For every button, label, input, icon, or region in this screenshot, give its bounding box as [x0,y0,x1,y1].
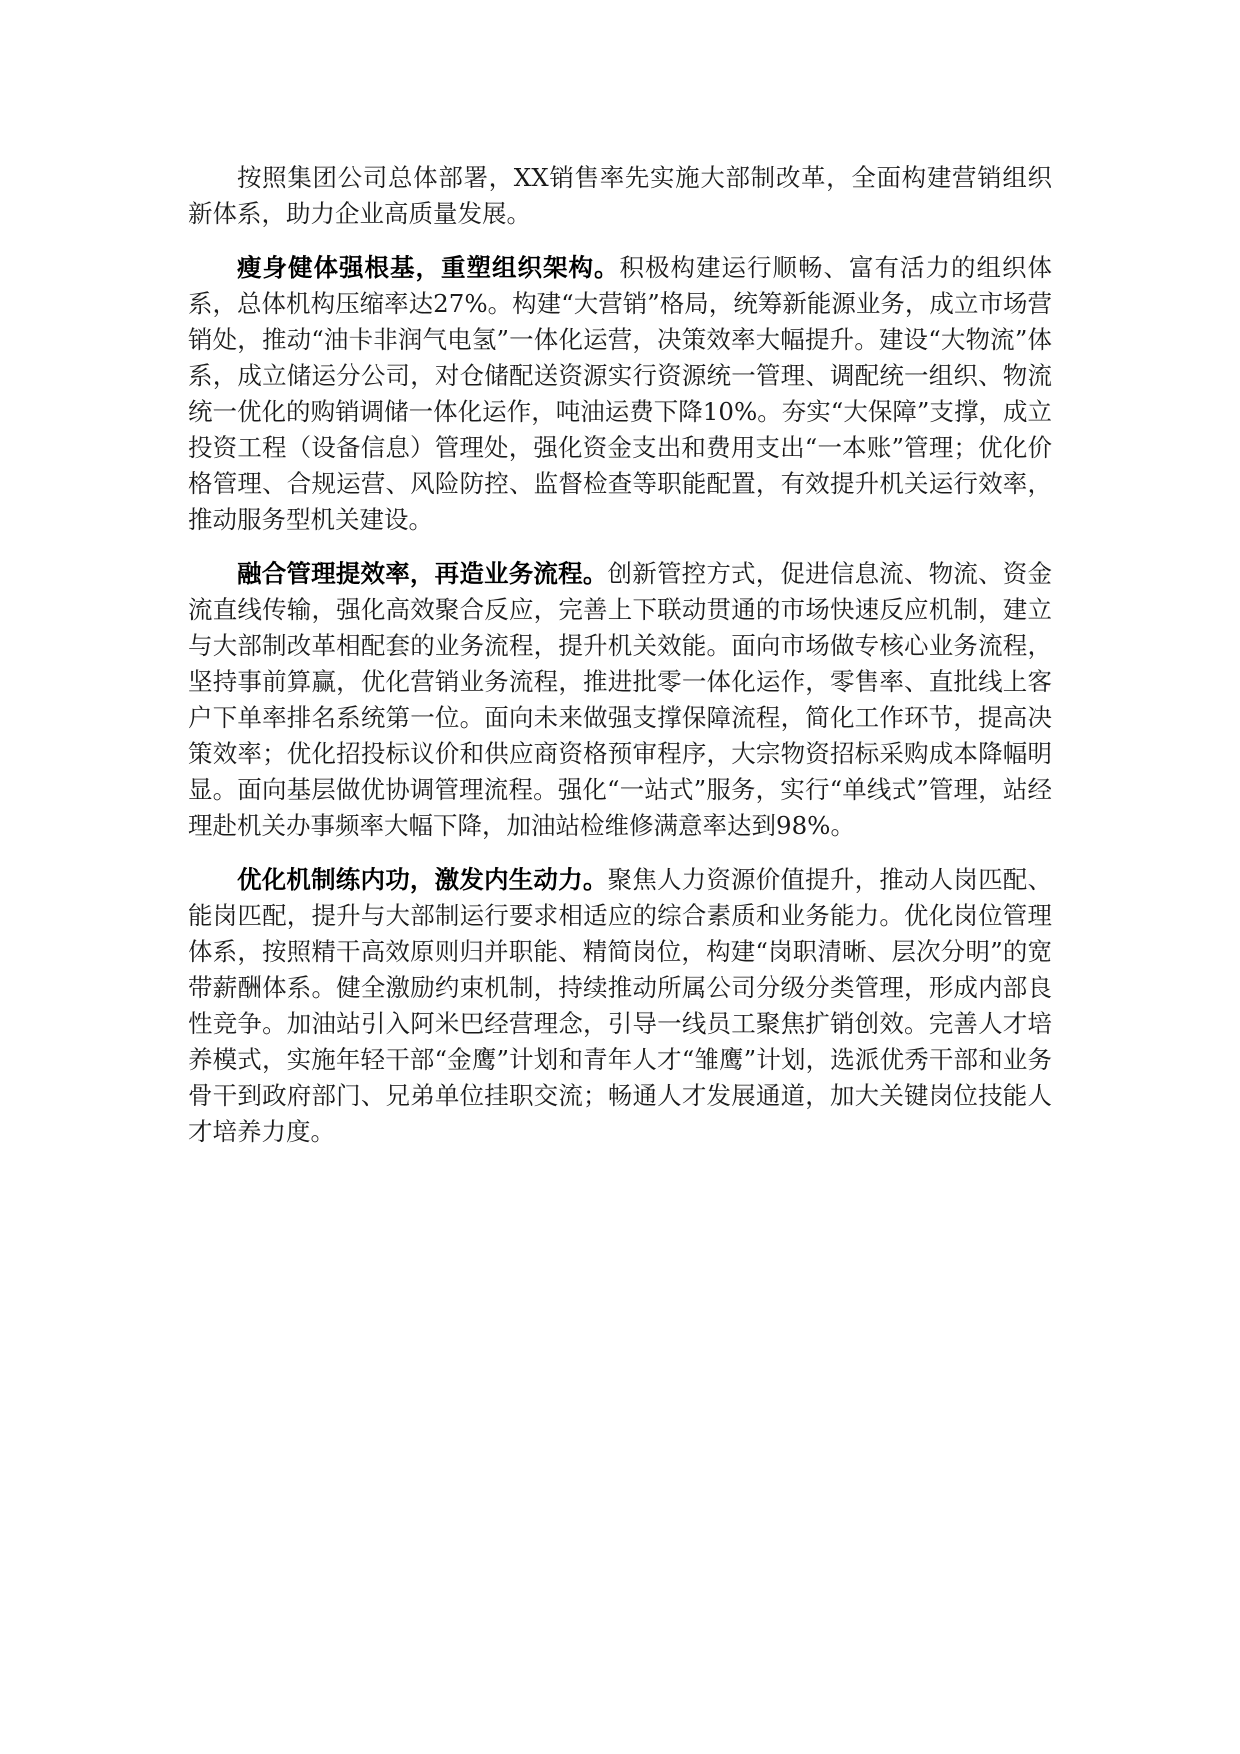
section-paragraph-3 [188,862,1052,1150]
section-body-3: 聚焦人力资源价值提升，推动人岗匹配、能岗匹配，提升与大部制运行要求相适应的综合素质和业务能力。优化岗位管理体系，按照精干高效原则归并职能、精简岗位，构建“岗职清晰、层次分明”的宽带薪酬体系。健全激励约束机制，持续推动所属公司分级分类管理，形成内部良性竞争。加油站引入阿米巴经营理念，引导一线员工聚焦扩销创效。完善人才培养模式，实施年轻干部“金鹰”计划和青年人才“雏鹰”计划，选派优秀干部和业务骨干到政府部门、兄弟单位挂职交流；畅通人才发展通道，加大关键岗位技能人才培养力度。 [188,865,1052,1146]
section-heading-2: 融合管理提效率，再造业务流程。 [237,559,608,588]
section-body-2: 创新管控方式，促进信息流、物流、资金流直线传输，强化高效聚合反应，完善上下联动贯通的市场快速反应机制，建立与大部制改革相配套的业务流程，提升机关效能。面向市场做专核心业务流程，坚持事前算赢，优化营销业务流程，推进批零一体化运作，零售率、直批线上客户下单率排名系统第一位。面向未来做强支撑保障流程，简化工作环节，提高决策效率；优化招投标议价和供应商资格预审程序，大宗物资招标采购成本降幅明显。面向基层做优协调管理流程。强化“一站式”服务，实行“单线式”管理，站经理赴机关办事频率大幅下降，加油站检维修满意率达到98%。 [188,559,1052,840]
document-body [188,160,1052,1168]
section-paragraph-2 [188,556,1052,844]
section-heading-1: 瘦身健体强根基，重塑组织架构。 [237,253,620,282]
intro-paragraph: 按照集团公司总体部署，XX销售率先实施大部制改革，全面构建营销组织新体系，助力企业高质量发展。 [188,163,1052,228]
section-body-1: 积极构建运行顺畅、富有活力的组织体系，总体机构压缩率达27%。构建“大营销”格局，统筹新能源业务，成立市场营销处，推动“油卡非润气电氢”一体化运营，决策效率大幅提升。建设“大物流”体系，成立储运分公司，对仓储配送资源实行资源统一管理、调配统一组织、物流统一优化的购销调储一体化运作，吨油运费下降10%。夯实“大保障”支撑，成立投资工程（设备信息）管理处，强化资金支出和费用支出“一本账”管理；优化价格管理、合规运营、风险防控、监督检查等职能配置，有效提升机关运行效率，推动服务型机关建设。 [188,253,1052,534]
section-heading-3: 优化机制练内功，激发内生动力。 [237,865,608,894]
section-paragraph-1 [188,250,1052,538]
